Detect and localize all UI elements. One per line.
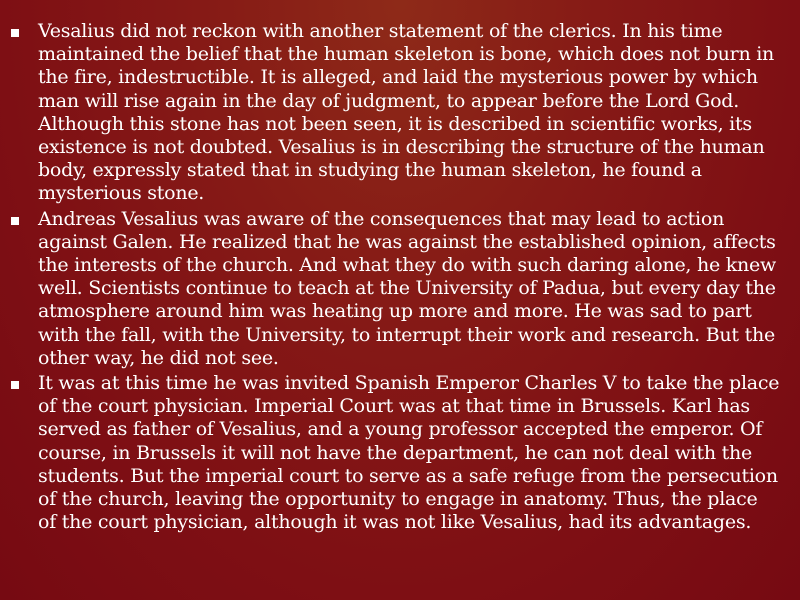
bullet-text-2 <box>38 208 786 370</box>
bullet-line: of the court physician, although it was not like Vesalius, had its advantages. <box>38 511 752 534</box>
bullet-line: well. Scientists continue to teach at the University of Padua, but every day the <box>38 277 776 300</box>
bullet-line: maintained the belief that the human skeleton is bone, which does not burn in <box>38 43 775 66</box>
bullet-line: mysterious stone. <box>38 182 205 205</box>
bullet-line: other way, he did not see. <box>38 346 279 369</box>
bullet-list <box>0 20 800 536</box>
bullet-line: Although this stone has not been seen, it is described in scientific works, its <box>38 112 752 135</box>
bullet-line: of the court physician. Imperial Court was at that time in Brussels. Karl has <box>38 395 750 418</box>
bullet-line: the interests of the church. And what they do with such daring alone, he knew <box>38 254 777 277</box>
bullet-line: served as father of Vesalius, and a young professor accepted the emperor. Of <box>38 418 763 441</box>
square-bullet-icon <box>11 381 19 389</box>
bullet-text-3 <box>38 372 786 534</box>
bullet-line: Vesalius did not reckon with another statement of the clerics. In his time <box>38 20 723 42</box>
bullet-line: It was at this time he was invited Spanish Emperor Charles V to take the place <box>38 372 780 395</box>
bullet-item-1 <box>0 20 800 206</box>
square-bullet-icon <box>11 29 19 37</box>
bullet-line: with the fall, with the University, to interrupt their work and research. But the <box>38 323 775 346</box>
bullet-text-1 <box>38 20 786 206</box>
bullet-line: man will rise again in the day of judgment, to appear before the Lord God. <box>38 89 739 112</box>
bullet-line: Andreas Vesalius was aware of the consequences that may lead to action <box>38 207 725 230</box>
square-bullet-icon <box>11 217 19 225</box>
bullet-line: existence is not doubted. Vesalius is in describing the structure of the human <box>38 136 765 159</box>
bullet-line: atmosphere around him was heating up more and more. He was sad to part <box>38 300 752 323</box>
bullet-item-2 <box>0 208 800 370</box>
bullet-item-3 <box>0 372 800 534</box>
bullet-line: of the church, leaving the opportunity to engage in anatomy. Thus, the place <box>38 488 758 511</box>
bullet-line: the fire, indestructible. It is alleged, and laid the mysterious power by which <box>38 66 758 89</box>
bullet-line: against Galen. He realized that he was against the established opinion, affects <box>38 230 776 253</box>
bullet-line: students. But the imperial court to serve as a safe refuge from the persecution <box>38 464 778 487</box>
bullet-line: body, expressly stated that in studying the human skeleton, he found a <box>38 159 702 182</box>
bullet-line: course, in Brussels it will not have the department, he can not deal with the <box>38 441 753 464</box>
